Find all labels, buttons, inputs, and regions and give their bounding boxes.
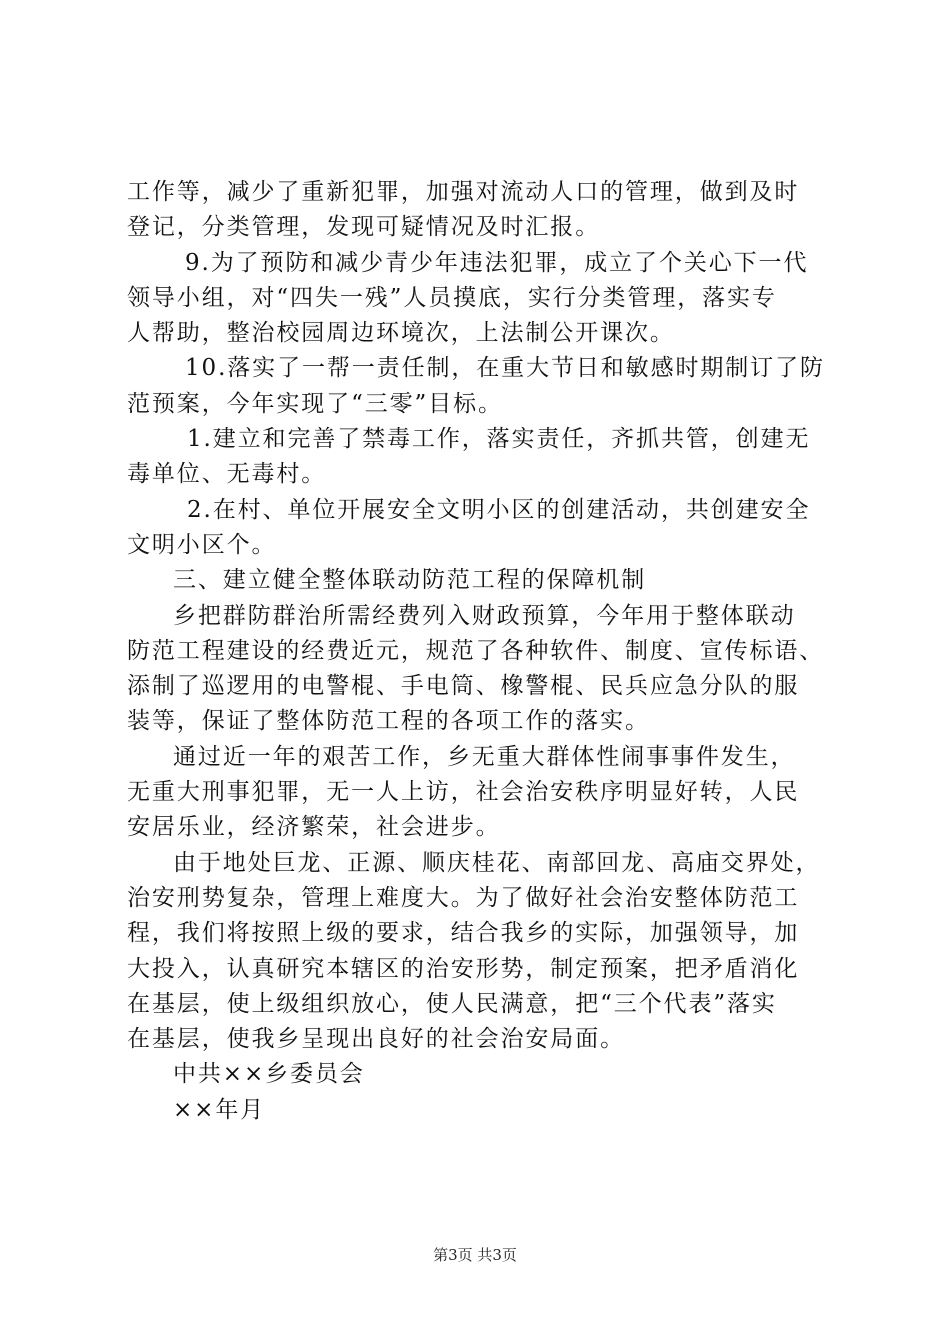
paragraph-item-2 — [127, 493, 832, 528]
text-line: 由于地处巨龙、正源、顺庆桂花、南部回龙、高庙交界处， — [173, 849, 821, 876]
text-line: 安居乐业，经济繁荣，社会进步。 — [127, 814, 501, 841]
paragraph-results — [127, 740, 832, 775]
text-line: 乡把群防群治所需经费列入财政预算，今年用于整体联动 — [173, 602, 796, 629]
text-line: 2.在村、单位开展安全文明小区的创建活动，共创建安全 — [187, 496, 811, 523]
text-line: 9.为了预防和减少青少年违法犯罪，成立了个关心下一代 — [185, 249, 809, 276]
document-body — [127, 175, 832, 1128]
text-line: 登记，分类管理，发现可疑情况及时汇报。 — [127, 214, 601, 241]
text-line: 装等，保证了整体防范工程的各项工作的落实。 — [127, 708, 650, 735]
text-line: 防范工程建设的经费近元，规范了各种软件、制度、宣传标语、 — [127, 637, 825, 664]
text-line: 中共××乡委员会 — [173, 1061, 365, 1088]
text-line: 在基层，使我乡呈现出良好的社会治安局面。 — [127, 1026, 625, 1053]
text-line: 治安刑势复杂，管理上难度大。为了做好社会治安整体防范工 — [127, 884, 800, 911]
text-line: 大投入，认真研究本辖区的治安形势，制定预案，把矛盾消化 — [127, 955, 800, 982]
text-line: 10.落实了一帮一责任制，在重大节日和敏感时期制订了防 — [185, 355, 825, 382]
text-line: 程，我们将按照上级的要求，结合我乡的实际，加强领导，加 — [127, 920, 800, 947]
paragraph-item-10-cont — [127, 387, 832, 422]
paragraph-item-1 — [127, 422, 832, 457]
text-line: 毒单位、无毒村。 — [127, 461, 327, 488]
paragraph-item-10 — [127, 351, 832, 386]
text-line: 三、建立健全整体联动防范工程的保障机制 — [173, 567, 647, 594]
text-line: 1.建立和完善了禁毒工作，落实责任，齐抓共管，创建无 — [187, 426, 811, 453]
paragraph-outlook-cont — [127, 881, 832, 1057]
paragraph-item-1-cont — [127, 457, 832, 492]
paragraph-item-2-cont — [127, 528, 832, 563]
text-line: 领导小组，对“四失一残”人员摸底，实行分类管理，落实专 — [127, 284, 777, 311]
text-line: 在基层，使上级组织放心，使人民满意，把“三个代表”落实 — [127, 990, 777, 1017]
signature-date — [127, 1093, 832, 1128]
paragraph-item-9 — [127, 246, 832, 281]
paragraph-results-cont — [127, 775, 832, 846]
text-line: 人帮助，整治校园周边环境次，上法制公开课次。 — [127, 320, 675, 347]
text-line: 范预案，今年实现了“三零”目标。 — [127, 390, 503, 417]
paragraph-continued — [127, 175, 832, 246]
text-line: 通过近一年的艰苦工作，乡无重大群体性闹事事件发生， — [173, 743, 796, 770]
paragraph-funding-cont — [127, 634, 832, 740]
section-heading — [127, 563, 832, 598]
text-line: 文明小区个。 — [127, 531, 277, 558]
paragraph-funding — [127, 599, 832, 634]
page-number-footer: 第3页 共3页 — [433, 1246, 517, 1264]
text-line: 无重大刑事犯罪，无一人上访，社会治安秩序明显好转，人民 — [127, 779, 800, 806]
text-line: ××年月 — [173, 1096, 266, 1123]
text-line: 工作等，减少了重新犯罪，加强对流动人口的管理，做到及时 — [127, 179, 800, 205]
signature-organization — [127, 1057, 832, 1092]
text-line: 添制了巡逻用的电警棍、手电筒、橡警棍、民兵应急分队的服 — [127, 673, 800, 700]
paragraph-outlook — [127, 846, 832, 881]
paragraph-item-9-cont — [127, 281, 832, 352]
